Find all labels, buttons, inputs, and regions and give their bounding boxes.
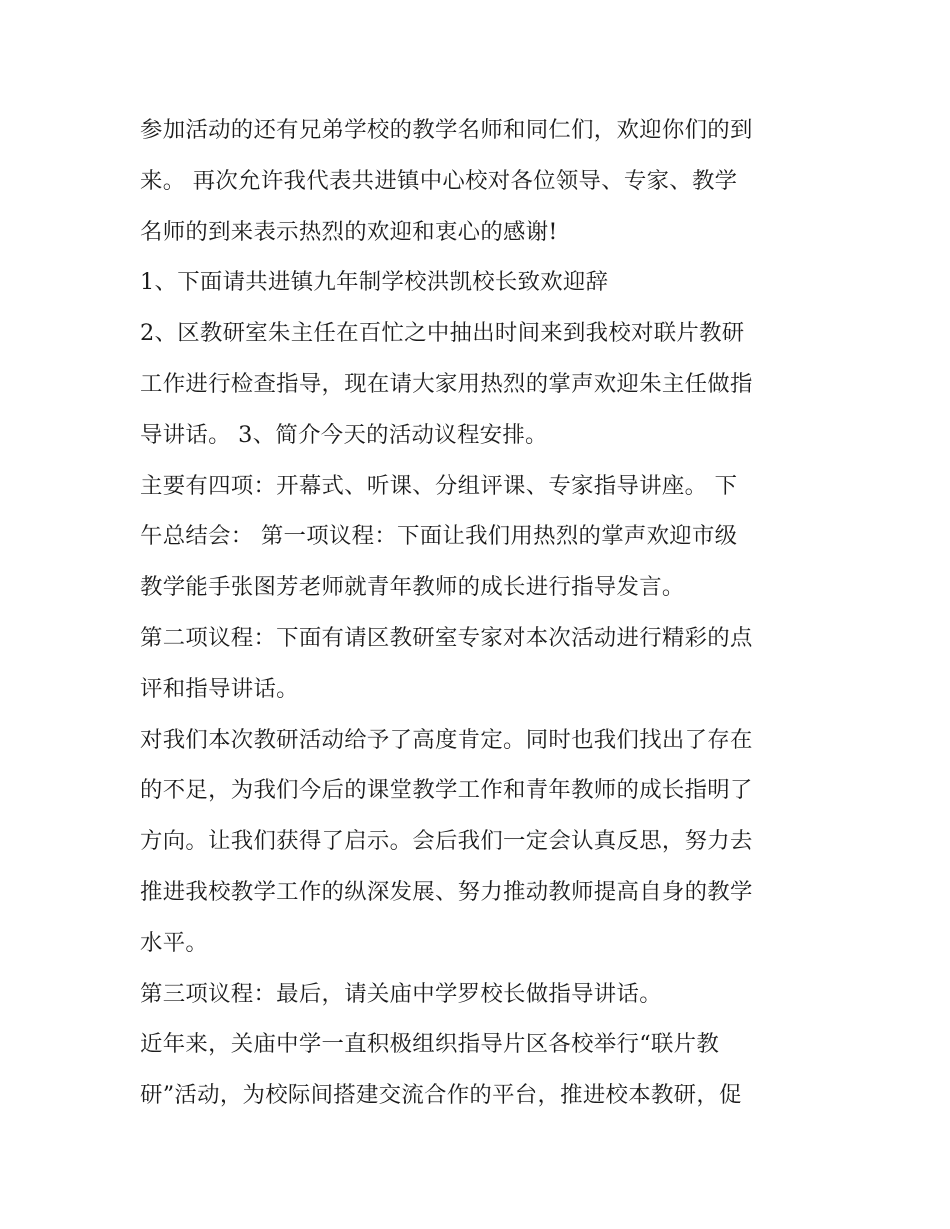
document-body [140, 105, 820, 1121]
text-line: 1、下面请共进镇九年制学校洪凯校长致欢迎辞 [140, 269, 609, 296]
text-line: 研”活动，为校际间搭建交流合作的平台，推进校本教研，促 [140, 1082, 742, 1109]
text-line: 方向。让我们获得了启示。会后我们一定会认真反思，努力去 [140, 828, 753, 855]
text-line: 近年来，关庙中学一直积极组织指导片区各校举行“联片教 [140, 1031, 720, 1058]
text-line: 教学能手张图芳老师就青年教师的成长进行指导发言。 [140, 574, 685, 601]
text-line: 的不足，为我们今后的课堂教学工作和青年教师的成长指明了 [140, 777, 753, 804]
text-line: 2、区教研室朱主任在百忙之中抽出时间来到我校对联片教研 [140, 320, 745, 347]
text-line: 评和指导讲话。 [140, 675, 299, 702]
text-line: 导讲话。 3、简介今天的活动议程安排。 [140, 421, 548, 448]
text-line: 推进我校教学工作的纵深发展、努力推动教师提高自身的教学 [140, 878, 753, 905]
text-line: 对我们本次教研活动给予了高度肯定。同时也我们找出了存在 [140, 726, 753, 753]
text-line: 来。 再次允许我代表共进镇中心校对各位领导、专家、教学 [140, 167, 738, 194]
text-line: 主要有四项：开幕式、听课、分组评课、专家指导讲座。 下 [140, 472, 738, 499]
text-line: 第二项议程：下面有请区教研室专家对本次活动进行精彩的点 [140, 624, 753, 651]
text-line: 参加活动的还有兄弟学校的教学名师和同仁们，欢迎你们的到 [140, 117, 753, 143]
text-line: 第三项议程：最后，请关庙中学罗校长做指导讲话。 [140, 980, 662, 1007]
text-line: 工作进行检查指导，现在请大家用热烈的掌声欢迎朱主任做指 [140, 370, 753, 397]
text-line: 午总结会： 第一项议程：下面让我们用热烈的掌声欢迎市级 [140, 523, 738, 550]
text-line: 名师的到来表示热烈的欢迎和衷心的感谢! [140, 218, 558, 245]
text-line: 水平。 [140, 929, 209, 956]
